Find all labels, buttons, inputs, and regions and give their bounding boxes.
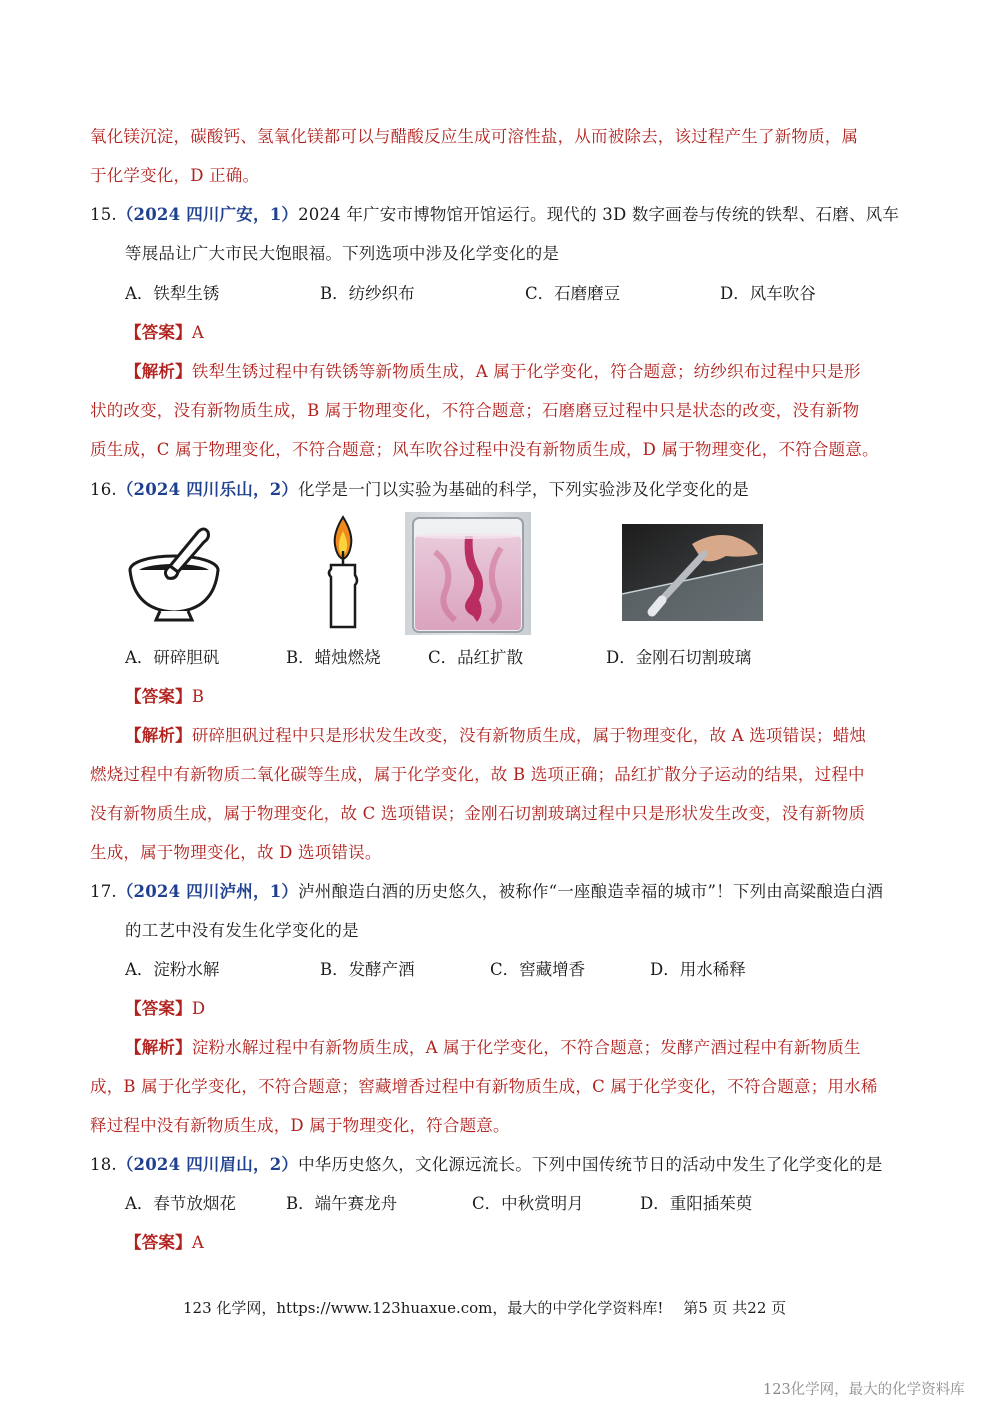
question-text: 化学是一门以实验为基础的科学，下列实验涉及化学变化的是 bbox=[298, 480, 749, 499]
answer-value: B bbox=[191, 687, 205, 706]
prev-analysis-line-1: 氧化镁沉淀，碳酸钙、氢氧化镁都可以与醋酸反应生成可溶性盐，从而被除去，该过程产生了新物质，属 bbox=[90, 127, 859, 146]
analysis-label: 【解析】 bbox=[125, 726, 192, 745]
question-text: 2024 年广安市博物馆开馆运行。现代的 3D 数字画卷与传统的铁犁、石磨、风车 bbox=[298, 205, 900, 224]
beaker-diffusion-photo bbox=[405, 512, 531, 635]
analysis-text: 淀粉水解过程中有新物质生成，A 属于化学变化，不符合题意；发酵产酒过程中有新物质生 bbox=[191, 1038, 861, 1057]
q16-answer bbox=[125, 685, 204, 709]
q16-option-a: A．研碎胆矾 bbox=[125, 648, 220, 667]
answer-value: D bbox=[191, 999, 206, 1018]
mortar-pestle-image bbox=[126, 522, 222, 622]
q17-option-d: D．用水稀释 bbox=[650, 960, 746, 979]
q17-analysis-line-2: 成，B 属于化学变化，不符合题意；窖藏增香过程中有新物质生成，C 属于化学变化，不符合题意；用水稀 bbox=[90, 1077, 878, 1096]
q18-answer bbox=[125, 1231, 204, 1255]
q17-option-c: C．窖藏增香 bbox=[490, 960, 586, 979]
q15-analysis-line-2: 状的改变，没有新物质生成，B 属于物理变化，不符合题意；石磨磨豆过程中只是状态的改变，没有新物 bbox=[90, 401, 860, 420]
q15-answer bbox=[125, 321, 204, 345]
q15-option-a: A．铁犁生锈 bbox=[125, 284, 220, 303]
q17-option-a: A．淀粉水解 bbox=[125, 960, 220, 979]
q17-answer bbox=[125, 997, 205, 1021]
question-15-stem bbox=[90, 203, 899, 227]
prev-analysis-line-2: 于化学变化，D 正确。 bbox=[90, 166, 260, 185]
question-source: （2024 四川泸州，1） bbox=[116, 882, 299, 901]
question-15-stem-line-2: 等展品让广大市民大饱眼福。下列选项中涉及化学变化的是 bbox=[125, 244, 560, 263]
q16-analysis-line-2: 燃烧过程中有新物质二氧化碳等生成，属于化学变化，故 B 选项正确；品红扩散分子运动的结果，过程中 bbox=[90, 765, 865, 784]
glass-cutting-photo bbox=[622, 524, 763, 621]
q15-analysis-line-1 bbox=[125, 360, 861, 384]
analysis-label: 【解析】 bbox=[125, 362, 192, 381]
question-number: 17. bbox=[90, 882, 117, 901]
q16-analysis-line-1 bbox=[125, 724, 866, 748]
question-source: （2024 四川广安，1） bbox=[116, 205, 299, 224]
question-source: （2024 四川眉山，2） bbox=[116, 1155, 299, 1174]
page-footer: 123 化学网，https://www.123huaxue.com，最大的中学化学资料库! 第5 页 共22 页 bbox=[183, 1299, 787, 1317]
q17-analysis-line-1 bbox=[125, 1036, 861, 1060]
answer-value: A bbox=[191, 323, 204, 342]
candle-image bbox=[325, 515, 361, 630]
q16-analysis-line-3: 没有新物质生成，属于物理变化，故 C 选项错误；金刚石切割玻璃过程中只是形状发生改变，没有新物质 bbox=[90, 804, 866, 823]
q16-analysis-line-4: 生成，属于物理变化，故 D 选项错误。 bbox=[90, 843, 382, 862]
answer-label: 【答案】 bbox=[125, 687, 192, 706]
q15-option-b: B．纺纱织布 bbox=[320, 284, 415, 303]
q15-option-d: D．风车吹谷 bbox=[720, 284, 816, 303]
q18-option-c: C．中秋赏明月 bbox=[472, 1194, 584, 1213]
answer-label: 【答案】 bbox=[125, 1233, 192, 1252]
q17-analysis-line-3: 释过程中没有新物质生成，D 属于物理变化，符合题意。 bbox=[90, 1116, 510, 1135]
q18-option-d: D．重阳插茱萸 bbox=[640, 1194, 753, 1213]
question-text: 中华历史悠久，文化源远流长。下列中国传统节日的活动中发生了化学变化的是 bbox=[298, 1155, 883, 1174]
q18-option-b: B．端午赛龙舟 bbox=[286, 1194, 398, 1213]
analysis-text: 研碎胆矾过程中只是形状发生改变，没有新物质生成，属于物理变化，故 A 选项错误；蜡烛 bbox=[191, 726, 867, 745]
question-17-stem-line-2: 的工艺中没有发生化学变化的是 bbox=[125, 921, 359, 940]
question-18-stem bbox=[90, 1153, 883, 1177]
question-source: （2024 四川乐山，2） bbox=[116, 480, 299, 499]
q15-option-c: C．石磨磨豆 bbox=[525, 284, 621, 303]
question-number: 16. bbox=[90, 480, 117, 499]
q15-analysis-line-3: 质生成，C 属于物理变化，不符合题意；风车吹谷过程中没有新物质生成，D 属于物理变化，不符合题意。 bbox=[90, 440, 879, 459]
q18-option-a: A．春节放烟花 bbox=[125, 1194, 236, 1213]
answer-label: 【答案】 bbox=[125, 999, 192, 1018]
watermark: 123化学网，最大的化学资料库 bbox=[763, 1382, 965, 1398]
analysis-label: 【解析】 bbox=[125, 1038, 192, 1057]
question-number: 15. bbox=[90, 205, 117, 224]
question-text: 泸州酿造白酒的历史悠久，被称作“一座酿造幸福的城市”！下列由高粱酿造白酒 bbox=[298, 882, 884, 901]
q16-option-d: D．金刚石切割玻璃 bbox=[606, 648, 752, 667]
question-number: 18. bbox=[90, 1155, 117, 1174]
question-16-stem bbox=[90, 478, 749, 502]
answer-label: 【答案】 bbox=[125, 323, 192, 342]
q16-option-b: B．蜡烛燃烧 bbox=[286, 648, 381, 667]
analysis-text: 铁犁生锈过程中有铁锈等新物质生成，A 属于化学变化，符合题意；纺纱织布过程中只是形 bbox=[191, 362, 861, 381]
q17-option-b: B．发酵产酒 bbox=[320, 960, 415, 979]
answer-value: A bbox=[191, 1233, 204, 1252]
question-17-stem bbox=[90, 880, 883, 904]
q16-option-c: C．品红扩散 bbox=[428, 648, 524, 667]
